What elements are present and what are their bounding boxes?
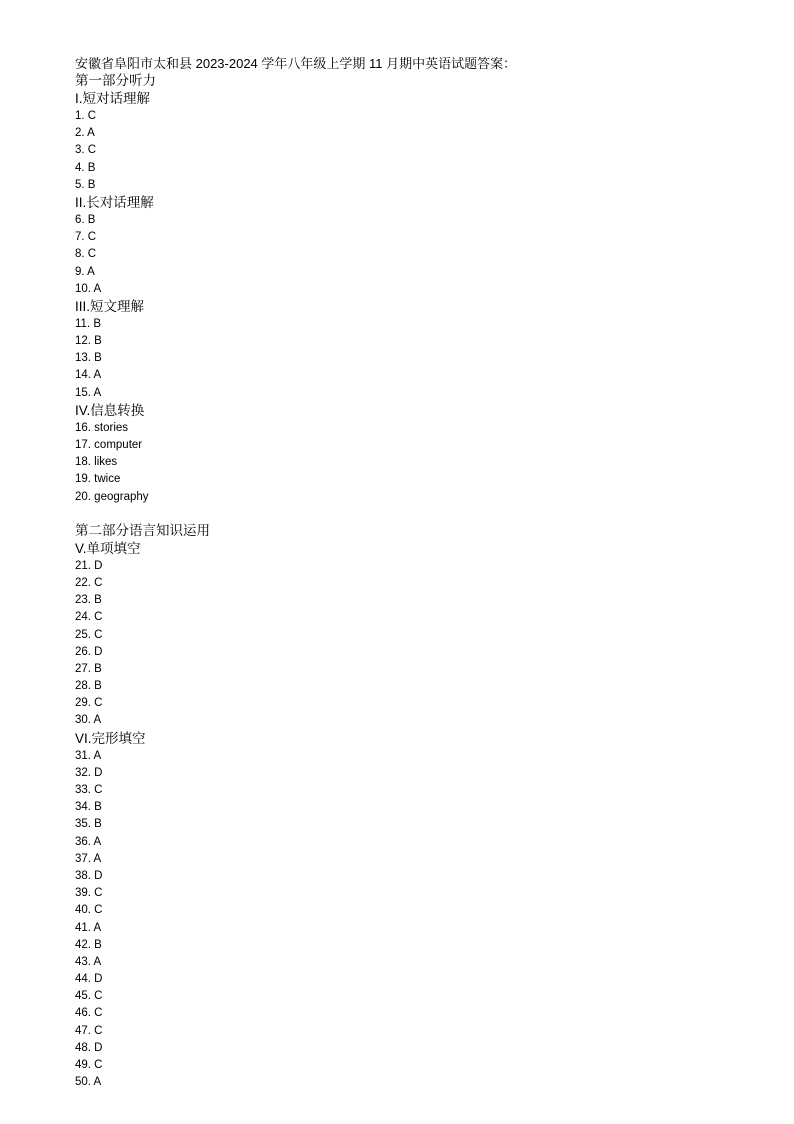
answer-item: 47. C <box>75 1024 103 1037</box>
answer-item: 2. A <box>75 127 95 140</box>
answer-item: 32. D <box>75 766 103 779</box>
answer-item: 43. A <box>75 955 102 968</box>
answer-item: 48. D <box>75 1041 103 1054</box>
answer-item: 25. C <box>75 628 103 641</box>
answer-item: 27. B <box>75 662 102 675</box>
section1-heading: I.短对话理解 <box>75 91 151 106</box>
answer-item: 4. B <box>75 161 96 174</box>
answer-item: 18. likes <box>75 456 118 469</box>
answer-item: 13. B <box>75 352 102 365</box>
answer-item: 1. C <box>75 110 97 122</box>
section3-heading: III.短文理解 <box>75 298 145 314</box>
answer-item: 21. D <box>75 559 103 572</box>
answer-item: 26. D <box>75 645 103 658</box>
answer-item: 40. C <box>75 904 103 917</box>
answer-item: 49. C <box>75 1059 103 1071</box>
answer-item: 6. B <box>75 213 96 226</box>
answer-item: 3. C <box>75 144 97 157</box>
answer-item: 28. B <box>75 680 102 693</box>
answer-item: 24. C <box>75 611 103 624</box>
answer-item: 10. A <box>75 282 102 295</box>
answer-document <box>75 55 516 1091</box>
answer-item: 16. stories <box>75 421 129 434</box>
answer-item: 11. B <box>75 317 101 330</box>
answer-item: 23. B <box>75 594 102 607</box>
answer-item: 30. A <box>75 714 102 727</box>
answer-item: 12. B <box>75 335 102 348</box>
section5-heading: V.单项填空 <box>75 540 141 556</box>
section2-heading: II.长对话理解 <box>75 194 154 210</box>
answer-item: 50. A <box>75 1076 102 1089</box>
part1-heading: 第一部分听力 <box>75 73 156 88</box>
answer-item: 42. B <box>75 938 102 951</box>
section4-heading: IV.信息转换 <box>75 402 145 418</box>
answer-item: 9. A <box>75 265 95 278</box>
answer-item: 38. D <box>75 869 103 882</box>
answer-item: 37. A <box>75 852 102 865</box>
answer-item: 44. D <box>75 973 103 986</box>
answer-item: 46. C <box>75 1007 103 1020</box>
answer-item: 35. B <box>75 818 102 831</box>
answer-item: 29. C <box>75 697 103 710</box>
answer-item: 31. A <box>75 749 102 762</box>
answer-item: 39. C <box>75 887 103 900</box>
document-title: 安徽省阜阳市太和县 2023-2024 学年八年级上学期 11 月期中英语试题答案： <box>75 56 517 71</box>
answer-item: 33. C <box>75 784 103 796</box>
answer-item: 5. B <box>75 178 96 191</box>
answer-item: 14. A <box>75 369 102 382</box>
answer-item: 20. geography <box>75 490 149 503</box>
answer-item: 34. B <box>75 801 102 814</box>
answer-item: 19. twice <box>75 473 121 486</box>
answer-item: 7. C <box>75 231 97 244</box>
answer-item: 22. C <box>75 576 103 589</box>
answer-item: 36. A <box>75 835 102 848</box>
answer-item: 8. C <box>75 248 97 261</box>
answer-item: 15. A <box>75 386 102 399</box>
part2-heading: 第二部分语言知识运用 <box>75 522 210 538</box>
answer-item: 41. A <box>75 921 102 934</box>
answer-item: 45. C <box>75 990 103 1003</box>
answer-item: 17. computer <box>75 439 143 451</box>
blank-line <box>75 506 516 522</box>
section6-heading: VI.完形填空 <box>75 730 146 746</box>
